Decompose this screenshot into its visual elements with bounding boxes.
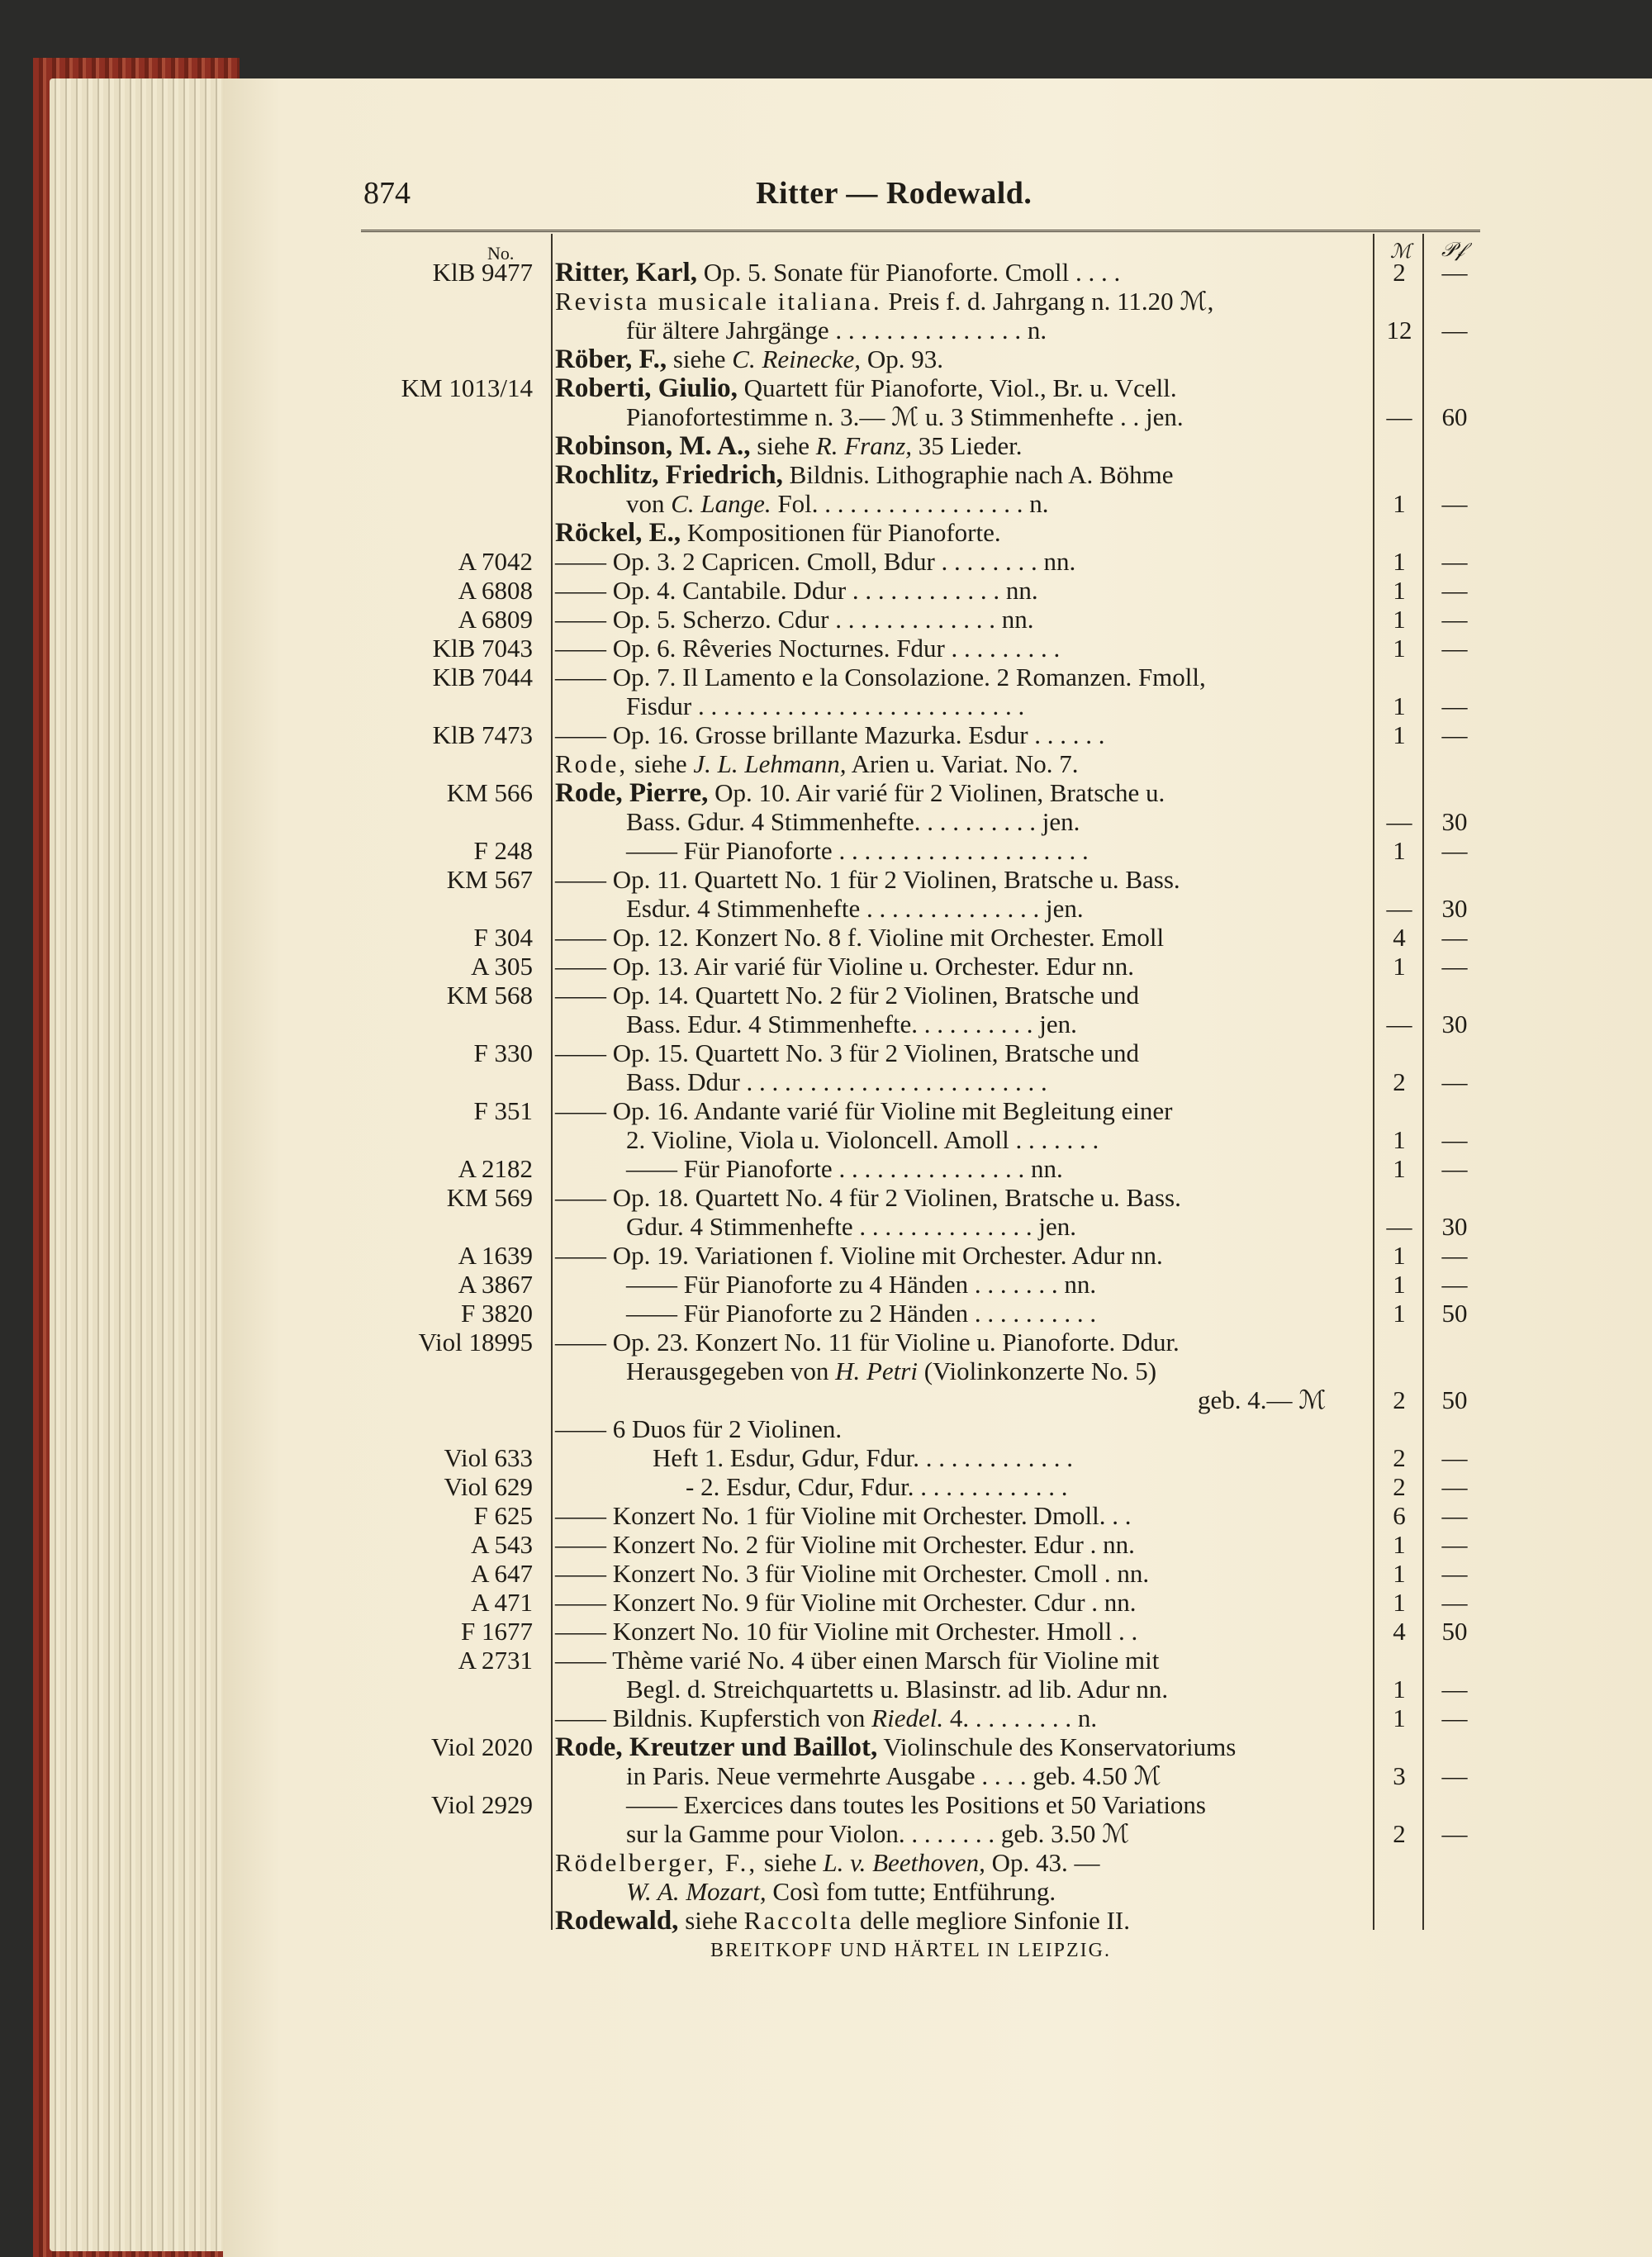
price-pfennig: — — [1441, 1703, 1468, 1732]
price-pfennig: — — [1441, 1443, 1468, 1472]
price-pfennig: 30 — [1441, 894, 1468, 923]
price-mark: 2 — [1393, 1067, 1406, 1096]
catalog-number: F 248 — [473, 836, 533, 865]
entry-name: Ritter, Karl, — [555, 258, 697, 287]
entry-line: sur la Gamme pour Violon. . . . . . . . geb. 3.50 ℳ — [626, 1819, 1130, 1848]
catalog-number: F 351 — [473, 1096, 533, 1125]
price-mark: 2 — [1393, 258, 1406, 287]
price-mark: 6 — [1393, 1501, 1406, 1530]
price-mark: 1 — [1393, 547, 1406, 576]
price-mark: 2 — [1393, 1472, 1406, 1501]
entry-line: Rode, siehe J. L. Lehmann, Arien u. Variat. No. 7. — [555, 749, 1079, 778]
entry-line: von C. Lange. Fol. . . . . . . . . . . . . . . . . n. — [626, 489, 1049, 518]
entry-name: Röber, F., — [555, 344, 667, 374]
price-mark: 1 — [1393, 1241, 1406, 1270]
price-pfennig: 30 — [1441, 807, 1468, 836]
catalog-number: KlB 7473 — [432, 720, 533, 749]
price-pfennig: — — [1441, 691, 1468, 720]
entry-line: —— Op. 7. Il Lamento e la Consolazione. 2 Romanzen. Fmoll, — [555, 663, 1206, 691]
price-pfennig: 50 — [1441, 1617, 1468, 1646]
price-pfennig: — — [1441, 576, 1468, 605]
price-pfennig: — — [1441, 952, 1468, 981]
price-mark: 2 — [1393, 1443, 1406, 1472]
catalog-number: KM 1013/14 — [401, 373, 533, 402]
entry-line: Ritter, Karl, Op. 5. Sonate für Pianoforte. Cmoll . . . . — [555, 258, 1121, 287]
entry-name: Rodewald, — [555, 1906, 679, 1936]
mark-column-label: ℳ — [1390, 241, 1412, 263]
entry-line: Robinson, M. A., siehe R. Franz, 35 Lieder. — [555, 431, 1023, 461]
entry-name: Rode, — [555, 749, 629, 778]
header-rule — [361, 230, 1480, 232]
catalog-number: F 3820 — [461, 1299, 533, 1328]
entry-line: —— Für Pianoforte . . . . . . . . . . . . . . . . . . . . — [626, 836, 1089, 865]
price-pfennig: 30 — [1441, 1212, 1468, 1241]
catalog-number: F 625 — [473, 1501, 533, 1530]
entry-line: —— Exercices dans toutes les Positions et 50 Variations — [626, 1790, 1206, 1819]
entry-line: Rochlitz, Friedrich, Bildnis. Lithographie nach A. Böhme — [555, 460, 1174, 490]
entry-name: Rochlitz, Friedrich, — [555, 460, 783, 490]
price-mark: — — [1386, 894, 1412, 923]
entry-line: —— Op. 5. Scherzo. Cdur . . . . . . . . . . . . . nn. — [555, 605, 1034, 634]
price-pfennig: — — [1441, 1125, 1468, 1154]
entry-name: Robinson, M. A., — [555, 431, 751, 461]
entry-line: —— Op. 15. Quartett No. 3 für 2 Violinen, Bratsche und — [555, 1038, 1140, 1067]
price-mark: — — [1386, 402, 1412, 431]
entry-line: —— Op. 16. Andante varié für Violine mit Begleitung einer — [555, 1096, 1173, 1125]
price-mark: 1 — [1393, 605, 1406, 634]
entry-line: —— Op. 23. Konzert No. 11 für Violine u. Pianoforte. Ddur. — [555, 1328, 1180, 1357]
price-mark: 1 — [1393, 1299, 1406, 1328]
entry-line: Fisdur . . . . . . . . . . . . . . . . . . . . . . . . . . — [626, 691, 1025, 720]
catalog-number: A 543 — [471, 1530, 533, 1559]
running-head: Ritter — Rodewald. — [756, 176, 1032, 211]
price-pfennig: 50 — [1441, 1299, 1468, 1328]
entry-line: Rode, Pierre, Op. 10. Air varié für 2 Violinen, Bratsche u. — [555, 778, 1165, 808]
catalog-number: Viol 633 — [444, 1443, 533, 1472]
entry-line: —— Op. 12. Konzert No. 8 f. Violine mit Orchester. Emoll — [555, 923, 1165, 952]
price-pfennig: — — [1441, 1241, 1468, 1270]
price-mark: 1 — [1393, 1703, 1406, 1732]
price-mark: 2 — [1393, 1819, 1406, 1848]
entry-line: für ältere Jahrgänge . . . . . . . . . . . . . . . n. — [626, 316, 1047, 344]
price-mark: 1 — [1393, 1125, 1406, 1154]
price-pfennig: — — [1441, 605, 1468, 634]
price-pfennig: — — [1441, 720, 1468, 749]
entry-line: Begl. d. Streichquartetts u. Blasinstr. ad lib. Adur nn. — [626, 1675, 1169, 1703]
catalog-number: KlB 7043 — [432, 634, 533, 663]
price-pfennig: — — [1441, 1270, 1468, 1299]
price-mark: 1 — [1393, 1154, 1406, 1183]
entry-name: Roberti, Giulio, — [555, 373, 738, 403]
entry-line: —— Für Pianoforte zu 2 Händen . . . . . . . . . . — [626, 1299, 1097, 1328]
catalog-number: Viol 18995 — [418, 1328, 533, 1357]
catalog-number: A 2731 — [458, 1646, 533, 1675]
price-pfennig: — — [1441, 923, 1468, 952]
entry-line: —— Konzert No. 10 für Violine mit Orchester. Hmoll . . — [555, 1617, 1138, 1646]
price-pfennig: 60 — [1441, 402, 1468, 431]
entry-line: W. A. Mozart, Così fom tutte; Entführung. — [626, 1877, 1056, 1906]
price-pfennig: — — [1441, 836, 1468, 865]
catalog-number: A 7042 — [458, 547, 533, 576]
catalog-number: A 471 — [471, 1588, 533, 1617]
page-number: 874 — [363, 176, 411, 211]
price-mark: 1 — [1393, 1675, 1406, 1703]
entry-name: Rode, Pierre, — [555, 778, 709, 808]
catalog-number: F 330 — [473, 1038, 533, 1067]
catalog-number: KlB 7044 — [432, 663, 533, 691]
catalog-number: A 1639 — [458, 1241, 533, 1270]
entry-line: geb. 4.— ℳ — [1198, 1385, 1327, 1414]
price-mark: 1 — [1393, 576, 1406, 605]
price-pfennig: — — [1441, 489, 1468, 518]
entry-line: —— Für Pianoforte . . . . . . . . . . . . . . . nn. — [626, 1154, 1063, 1183]
catalog-number: Viol 629 — [444, 1472, 533, 1501]
price-pfennig: — — [1441, 316, 1468, 344]
entry-line: —— Thème varié No. 4 über einen Marsch für Violine mit — [555, 1646, 1160, 1675]
catalog-number: KM 566 — [446, 778, 533, 807]
entry-line: —— Konzert No. 3 für Violine mit Orchester. Cmoll . nn. — [555, 1559, 1150, 1588]
pfennig-column-label: 𝒫𝒻 — [1441, 240, 1465, 261]
entry-line: Röckel, E., Kompositionen für Pianoforte. — [555, 518, 1001, 548]
price-mark: — — [1386, 807, 1412, 836]
price-pfennig: — — [1441, 1588, 1468, 1617]
price-pfennig: — — [1441, 547, 1468, 576]
entry-line: —— Op. 18. Quartett No. 4 für 2 Violinen, Bratsche u. Bass. — [555, 1183, 1181, 1212]
entry-line: —— Op. 19. Variationen f. Violine mit Orchester. Adur nn. — [555, 1241, 1163, 1270]
price-mark: 1 — [1393, 1270, 1406, 1299]
catalog-number: A 647 — [471, 1559, 533, 1588]
price-mark: 1 — [1393, 691, 1406, 720]
entry-line: —— Op. 14. Quartett No. 2 für 2 Violinen, Bratsche und — [555, 981, 1140, 1010]
price-pfennig: — — [1441, 634, 1468, 663]
entry-line: —— Op. 3. 2 Capricen. Cmoll, Bdur . . . . . . . . nn. — [555, 547, 1076, 576]
entry-line: —— 6 Duos für 2 Violinen. — [555, 1414, 843, 1443]
entry-line: 2. Violine, Viola u. Violoncell. Amoll . . . . . . . — [626, 1125, 1099, 1154]
entry-line: —— Op. 13. Air varié für Violine u. Orchester. Edur nn. — [555, 952, 1134, 981]
catalog-number: KM 569 — [446, 1183, 533, 1212]
entry-name: Revista musicale italiana. — [555, 287, 882, 316]
entry-name: Rödelberger, F., — [555, 1848, 758, 1877]
entry-line: in Paris. Neue vermehrte Ausgabe . . . . geb. 4.50 ℳ — [626, 1761, 1161, 1790]
catalog-number: KM 567 — [446, 865, 533, 894]
catalog-number: Viol 2020 — [430, 1732, 533, 1761]
entry-line: —— Op. 11. Quartett No. 1 für 2 Violinen, Bratsche u. Bass. — [555, 865, 1180, 894]
catalog-number: A 6809 — [458, 605, 533, 634]
catalog-number: A 3867 — [458, 1270, 533, 1299]
entry-line: Roberti, Giulio, Quartett für Pianoforte, Viol., Br. u. Vcell. — [555, 373, 1177, 403]
entry-line: Rödelberger, F., siehe L. v. Beethoven, Op. 43. — — [555, 1848, 1100, 1877]
entry-name: Rode, Kreutzer und Baillot, — [555, 1732, 878, 1762]
entry-line: Röber, F., siehe C. Reinecke, Op. 93. — [555, 344, 943, 374]
entry-line: Pianofortestimme n. 3.— ℳ u. 3 Stimmenhefte . . jen. — [626, 402, 1184, 431]
price-mark: 1 — [1393, 1530, 1406, 1559]
number-column-divider — [551, 234, 553, 1930]
price-mark: 1 — [1393, 1588, 1406, 1617]
price-mark: 3 — [1393, 1761, 1406, 1790]
catalog-number: Viol 2929 — [430, 1790, 533, 1819]
entry-line: - 2. Esdur, Cdur, Fdur. . . . . . . . . . . . . — [686, 1472, 1068, 1501]
entry-line: —— Op. 16. Grosse brillante Mazurka. Esdur . . . . . . — [555, 720, 1105, 749]
price-pfennig: — — [1441, 1559, 1468, 1588]
price-pfennig: 30 — [1441, 1010, 1468, 1038]
price-mark: 4 — [1393, 923, 1406, 952]
entry-line: —— Konzert No. 1 für Violine mit Orchester. Dmoll. . . — [555, 1501, 1132, 1530]
price-mark: 4 — [1393, 1617, 1406, 1646]
entry-name: Röckel, E., — [555, 518, 681, 548]
price-pfennig: — — [1441, 1501, 1468, 1530]
price-mark: 12 — [1386, 316, 1412, 344]
entry-line: —— Für Pianoforte zu 4 Händen . . . . . . . nn. — [626, 1270, 1097, 1299]
price-mark: 2 — [1393, 1385, 1406, 1414]
catalog-number: A 6808 — [458, 576, 533, 605]
price-mark: 1 — [1393, 1559, 1406, 1588]
number-column-label: No. — [487, 243, 515, 264]
price-pfennig: — — [1441, 1472, 1468, 1501]
entry-line: Rodewald, siehe Raccolta delle megliore Sinfonie II. — [555, 1906, 1130, 1936]
entry-line: —— Konzert No. 2 für Violine mit Orchester. Edur . nn. — [555, 1530, 1135, 1559]
catalog-number: KM 568 — [446, 981, 533, 1010]
catalog-number: A 305 — [471, 952, 533, 981]
price-pfennig: — — [1441, 1761, 1468, 1790]
entry-line: Gdur. 4 Stimmenhefte . . . . . . . . . . . . . . jen. — [626, 1212, 1077, 1241]
price-pfennig: — — [1441, 1819, 1468, 1848]
price-mark: 1 — [1393, 634, 1406, 663]
price-mark: 1 — [1393, 720, 1406, 749]
entry-line: —— Op. 4. Cantabile. Ddur . . . . . . . . . . . . nn. — [555, 576, 1038, 605]
price-pfennig: — — [1441, 1530, 1468, 1559]
entry-line: Bass. Ddur . . . . . . . . . . . . . . . . . . . . . . . . — [626, 1067, 1047, 1096]
price-pfennig: 50 — [1441, 1385, 1468, 1414]
entry-line: Esdur. 4 Stimmenhefte . . . . . . . . . . . . . . jen. — [626, 894, 1084, 923]
catalog-number: F 304 — [473, 923, 533, 952]
entry-line: Herausgegeben von H. Petri (Violinkonzerte No. 5) — [626, 1357, 1157, 1385]
price-mark: 1 — [1393, 952, 1406, 981]
entry-line: Bass. Edur. 4 Stimmenhefte. . . . . . . . . . jen. — [626, 1010, 1077, 1038]
entry-line: —— Bildnis. Kupferstich von Riedel. 4. . . . . . . . . n. — [555, 1703, 1098, 1732]
price-mark: — — [1386, 1010, 1412, 1038]
price-mark: 1 — [1393, 836, 1406, 865]
publisher-footer: BREITKOPF UND HÄRTEL IN LEIPZIG. — [710, 1940, 1111, 1961]
price-pfennig: — — [1441, 1675, 1468, 1703]
price-pfennig: — — [1441, 1154, 1468, 1183]
price-mark: 1 — [1393, 489, 1406, 518]
entry-line: Bass. Gdur. 4 Stimmenhefte. . . . . . . . . . jen. — [626, 807, 1080, 836]
entry-line: Heft 1. Esdur, Gdur, Fdur. . . . . . . . . . . . . — [653, 1443, 1073, 1472]
price-pfennig: — — [1441, 258, 1468, 287]
price-pfennig: — — [1441, 1067, 1468, 1096]
entry-line: —— Konzert No. 9 für Violine mit Orchester. Cdur . nn. — [555, 1588, 1137, 1617]
catalog-number: F 1677 — [461, 1617, 533, 1646]
entry-line: Rode, Kreutzer und Baillot, Violinschule des Konservatoriums — [555, 1732, 1237, 1762]
entry-line: —— Op. 6. Rêveries Nocturnes. Fdur . . . . . . . . . — [555, 634, 1061, 663]
price-mark: — — [1386, 1212, 1412, 1241]
catalog-number: A 2182 — [458, 1154, 533, 1183]
entry-line: Revista musicale italiana. Preis f. d. Jahrgang n. 11.20 ℳ, — [555, 287, 1214, 316]
catalog-number: KlB 9477 — [432, 258, 533, 287]
